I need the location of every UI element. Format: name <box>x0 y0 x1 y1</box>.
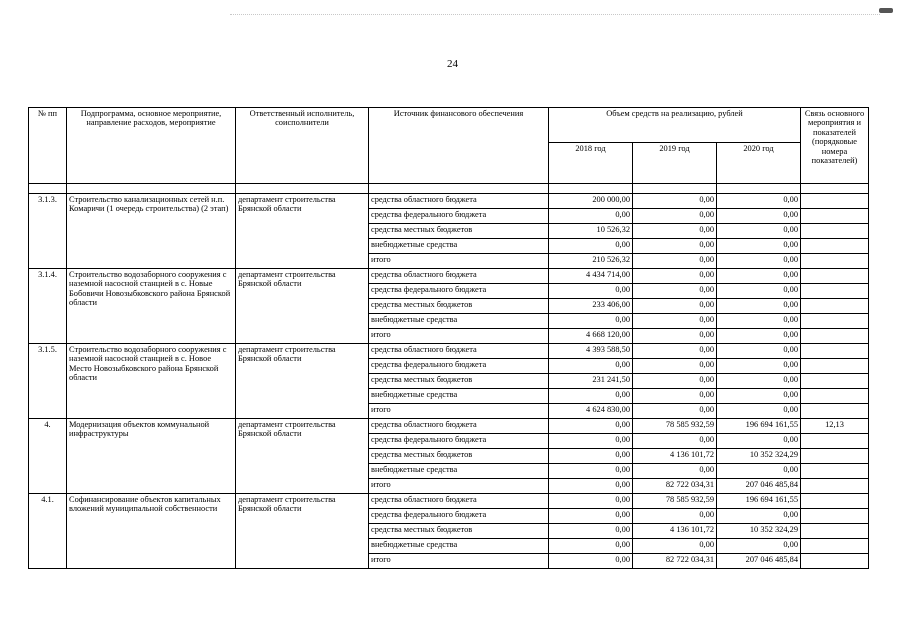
amount-cell: 0,00 <box>549 494 633 509</box>
amount-cell: 200 000,00 <box>549 194 633 209</box>
indicator-link-empty <box>801 224 869 239</box>
indicator-link <box>801 344 869 359</box>
amount-cell: 10 352 324,29 <box>717 524 801 539</box>
funding-source: внебюджетные средства <box>369 389 549 404</box>
amount-cell: 0,00 <box>633 344 717 359</box>
indicator-link-empty <box>801 479 869 494</box>
header-num: № пп <box>29 108 67 184</box>
amount-cell: 82 722 034,31 <box>633 479 717 494</box>
amount-cell: 4 434 714,00 <box>549 269 633 284</box>
amount-cell: 78 585 932,59 <box>633 419 717 434</box>
amount-cell: 4 393 588,50 <box>549 344 633 359</box>
amount-cell: 0,00 <box>717 374 801 389</box>
amount-cell: 0,00 <box>549 284 633 299</box>
funding-source: средства местных бюджетов <box>369 299 549 314</box>
row-number: 3.1.3. <box>29 194 67 269</box>
indicator-link-empty <box>801 239 869 254</box>
indicator-link-empty <box>801 434 869 449</box>
funding-source: итого <box>369 254 549 269</box>
budget-table <box>28 107 869 569</box>
activity-name: Модернизация объектов коммунальной инфраструктуры <box>67 419 236 494</box>
funding-source: средства областного бюджета <box>369 194 549 209</box>
amount-cell: 0,00 <box>717 284 801 299</box>
amount-cell: 0,00 <box>633 314 717 329</box>
amount-cell: 196 694 161,55 <box>717 494 801 509</box>
funding-source: средства местных бюджетов <box>369 224 549 239</box>
row-number: 3.1.4. <box>29 269 67 344</box>
indicator-link-empty <box>801 524 869 539</box>
indicator-link-empty <box>801 404 869 419</box>
separator-cell <box>236 184 369 194</box>
indicator-link-empty <box>801 359 869 374</box>
separator-cell <box>29 184 67 194</box>
amount-cell: 0,00 <box>633 509 717 524</box>
separator-cell <box>67 184 236 194</box>
amount-cell: 0,00 <box>717 224 801 239</box>
funding-source: средства федерального бюджета <box>369 209 549 224</box>
amount-cell: 0,00 <box>717 344 801 359</box>
funding-source: средства местных бюджетов <box>369 374 549 389</box>
amount-cell: 0,00 <box>549 464 633 479</box>
row-number: 4.1. <box>29 494 67 569</box>
funding-source: средства федерального бюджета <box>369 509 549 524</box>
amount-cell: 0,00 <box>717 404 801 419</box>
amount-cell: 0,00 <box>633 539 717 554</box>
indicator-link-empty <box>801 209 869 224</box>
funding-source: итого <box>369 554 549 569</box>
amount-cell: 0,00 <box>717 269 801 284</box>
amount-cell: 0,00 <box>633 239 717 254</box>
amount-cell: 0,00 <box>633 254 717 269</box>
amount-cell: 0,00 <box>633 464 717 479</box>
table-row <box>29 494 869 509</box>
amount-cell: 207 046 485,84 <box>717 554 801 569</box>
indicator-link-empty <box>801 299 869 314</box>
header-year-2020: 2020 год <box>717 143 801 184</box>
funding-source: средства федерального бюджета <box>369 359 549 374</box>
indicator-link-empty <box>801 329 869 344</box>
amount-cell: 0,00 <box>717 464 801 479</box>
table-body <box>29 184 869 569</box>
separator-cell <box>549 184 633 194</box>
amount-cell: 0,00 <box>633 194 717 209</box>
table-row <box>29 419 869 434</box>
funding-source: итого <box>369 329 549 344</box>
header-executor: Ответственный исполнитель, соисполнители <box>236 108 369 184</box>
amount-cell: 0,00 <box>633 209 717 224</box>
amount-cell: 0,00 <box>717 194 801 209</box>
amount-cell: 0,00 <box>633 284 717 299</box>
funding-source: средства федерального бюджета <box>369 434 549 449</box>
indicator-link <box>801 194 869 209</box>
executor: департамент строительства Брянской области <box>236 494 369 569</box>
funding-source: внебюджетные средства <box>369 464 549 479</box>
amount-cell: 0,00 <box>549 239 633 254</box>
amount-cell: 233 406,00 <box>549 299 633 314</box>
table-header <box>29 108 869 184</box>
amount-cell: 0,00 <box>549 314 633 329</box>
table-row <box>29 344 869 359</box>
funding-source: средства областного бюджета <box>369 344 549 359</box>
amount-cell: 0,00 <box>717 239 801 254</box>
activity-name: Строительство канализационных сетей н.п. Комаричи (1 очередь строительства) (2 этап) <box>67 194 236 269</box>
funding-source: средства местных бюджетов <box>369 524 549 539</box>
amount-cell: 0,00 <box>717 359 801 374</box>
amount-cell: 0,00 <box>549 509 633 524</box>
indicator-link-empty <box>801 554 869 569</box>
separator-cell <box>633 184 717 194</box>
amount-cell: 0,00 <box>633 389 717 404</box>
indicator-link-empty <box>801 314 869 329</box>
amount-cell: 0,00 <box>717 254 801 269</box>
scan-corner-mark <box>879 8 893 13</box>
executor: департамент строительства Брянской области <box>236 344 369 419</box>
amount-cell: 0,00 <box>633 224 717 239</box>
amount-cell: 196 694 161,55 <box>717 419 801 434</box>
amount-cell: 0,00 <box>717 539 801 554</box>
separator-cell <box>801 184 869 194</box>
amount-cell: 0,00 <box>633 404 717 419</box>
activity-name: Строительство водозаборного сооружения с наземной насосной станцией в с. Новое Место Новозыбковского района Брянской области <box>67 344 236 419</box>
row-number: 4. <box>29 419 67 494</box>
table-row <box>29 194 869 209</box>
amount-cell: 4 624 830,00 <box>549 404 633 419</box>
funding-source: внебюджетные средства <box>369 314 549 329</box>
indicator-link: 12,13 <box>801 419 869 434</box>
executor: департамент строительства Брянской области <box>236 269 369 344</box>
header-volume: Объем средств на реализацию, рублей <box>549 108 801 143</box>
amount-cell: 0,00 <box>549 539 633 554</box>
amount-cell: 0,00 <box>549 554 633 569</box>
amount-cell: 0,00 <box>549 479 633 494</box>
amount-cell: 0,00 <box>549 359 633 374</box>
amount-cell: 0,00 <box>549 524 633 539</box>
funding-source: средства областного бюджета <box>369 494 549 509</box>
amount-cell: 210 526,32 <box>549 254 633 269</box>
header-year-2019: 2019 год <box>633 143 717 184</box>
amount-cell: 0,00 <box>549 389 633 404</box>
amount-cell: 0,00 <box>633 374 717 389</box>
indicator-link-empty <box>801 464 869 479</box>
activity-name: Софинансирование объектов капитальных вложений муниципальной собственности <box>67 494 236 569</box>
amount-cell: 0,00 <box>717 209 801 224</box>
funding-source: внебюджетные средства <box>369 239 549 254</box>
executor: департамент строительства Брянской области <box>236 419 369 494</box>
amount-cell: 0,00 <box>717 509 801 524</box>
amount-cell: 0,00 <box>633 329 717 344</box>
funding-source: внебюджетные средства <box>369 539 549 554</box>
indicator-link-empty <box>801 449 869 464</box>
amount-cell: 0,00 <box>633 359 717 374</box>
amount-cell: 4 668 120,00 <box>549 329 633 344</box>
amount-cell: 0,00 <box>549 434 633 449</box>
amount-cell: 0,00 <box>549 419 633 434</box>
header-link: Связь основного мероприятия и показателей (порядковые номера показателей) <box>801 108 869 184</box>
amount-cell: 0,00 <box>717 314 801 329</box>
page-number: 24 <box>447 58 458 70</box>
funding-source: средства областного бюджета <box>369 269 549 284</box>
amount-cell: 4 136 101,72 <box>633 524 717 539</box>
amount-cell: 0,00 <box>717 329 801 344</box>
indicator-link-empty <box>801 389 869 404</box>
amount-cell: 0,00 <box>549 449 633 464</box>
scan-artifact-line <box>230 14 880 17</box>
separator-row <box>29 184 869 194</box>
amount-cell: 0,00 <box>633 299 717 314</box>
activity-name: Строительство водозаборного сооружения с наземной насосной станцией в с. Новые Бобовичи Новозыбковского района Брянской области <box>67 269 236 344</box>
funding-source: итого <box>369 404 549 419</box>
indicator-link-empty <box>801 374 869 389</box>
separator-cell <box>717 184 801 194</box>
header-year-2018: 2018 год <box>549 143 633 184</box>
amount-cell: 10 352 324,29 <box>717 449 801 464</box>
funding-source: итого <box>369 479 549 494</box>
indicator-link <box>801 269 869 284</box>
amount-cell: 231 241,50 <box>549 374 633 389</box>
amount-cell: 207 046 485,84 <box>717 479 801 494</box>
amount-cell: 4 136 101,72 <box>633 449 717 464</box>
header-name: Подпрограмма, основное мероприятие, направление расходов, мероприятие <box>67 108 236 184</box>
funding-source: средства областного бюджета <box>369 419 549 434</box>
amount-cell: 78 585 932,59 <box>633 494 717 509</box>
separator-cell <box>369 184 549 194</box>
amount-cell: 0,00 <box>717 299 801 314</box>
amount-cell: 10 526,32 <box>549 224 633 239</box>
indicator-link-empty <box>801 539 869 554</box>
executor: департамент строительства Брянской области <box>236 194 369 269</box>
amount-cell: 0,00 <box>549 209 633 224</box>
amount-cell: 0,00 <box>633 434 717 449</box>
amount-cell: 0,00 <box>717 389 801 404</box>
indicator-link <box>801 494 869 509</box>
funding-source: средства местных бюджетов <box>369 449 549 464</box>
indicator-link-empty <box>801 509 869 524</box>
funding-source: средства федерального бюджета <box>369 284 549 299</box>
amount-cell: 82 722 034,31 <box>633 554 717 569</box>
row-number: 3.1.5. <box>29 344 67 419</box>
header-source: Источник финансового обеспечения <box>369 108 549 184</box>
table-row <box>29 269 869 284</box>
amount-cell: 0,00 <box>717 434 801 449</box>
amount-cell: 0,00 <box>633 269 717 284</box>
indicator-link-empty <box>801 254 869 269</box>
indicator-link-empty <box>801 284 869 299</box>
